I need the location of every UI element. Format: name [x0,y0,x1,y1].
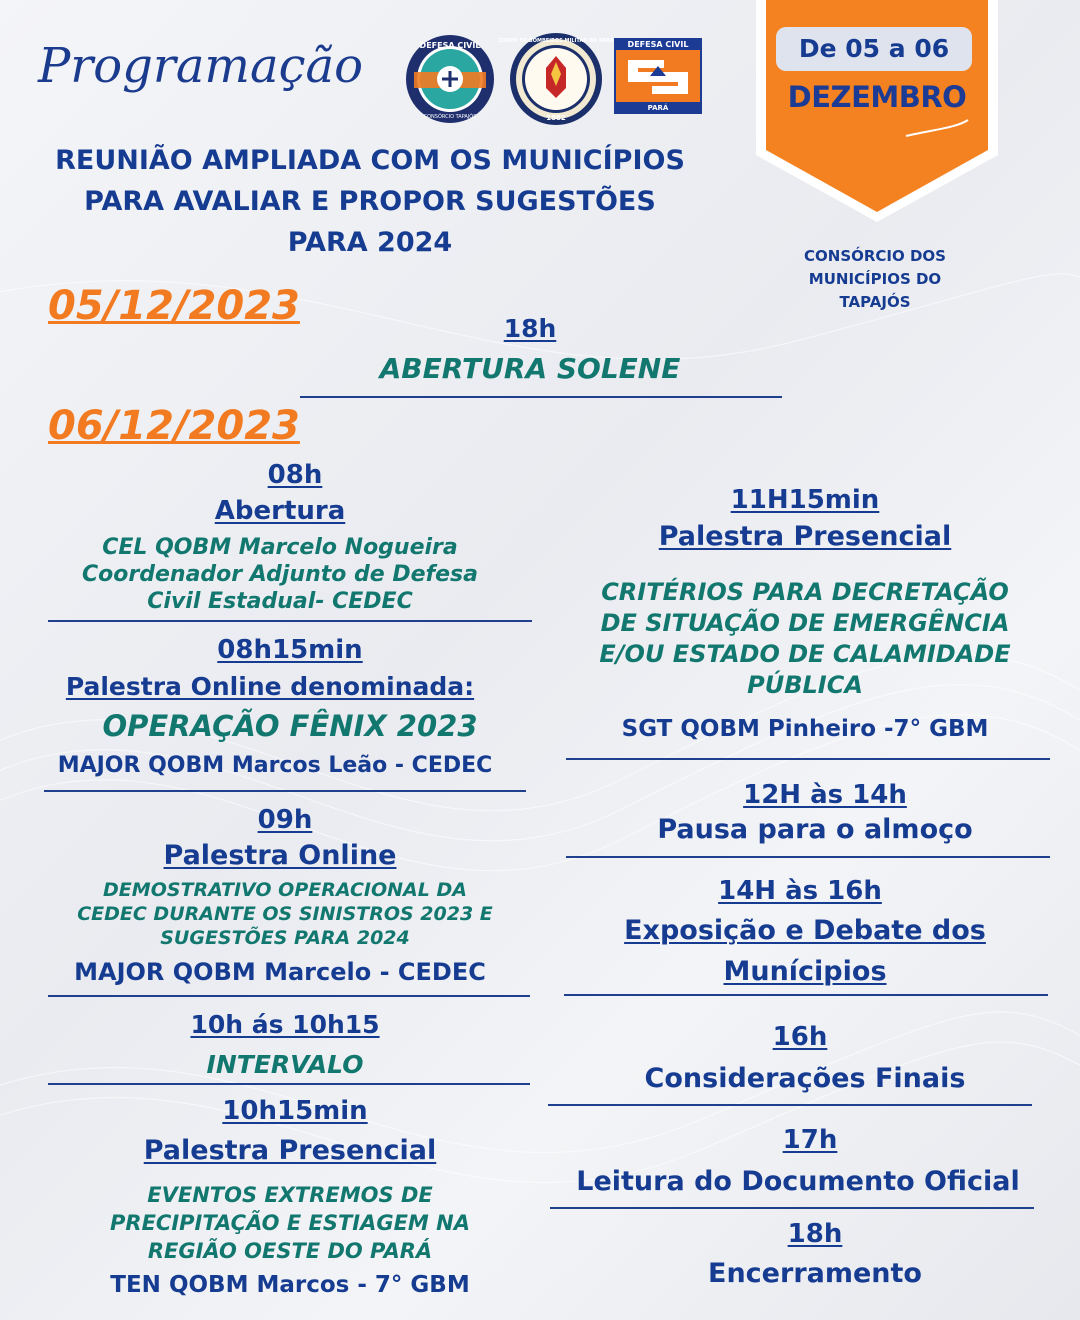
divider [564,994,1048,996]
topic-line: PÚBLICA [747,671,863,699]
divider [550,1207,1034,1209]
session-title: Considerações Finais [644,1063,966,1094]
topic-line: DEMOSTRATIVO OPERACIONAL DA [103,879,467,901]
session-topic [20,878,550,950]
logo2-ring-text: CORPO DE BOMBEIROS MILITAR DO PARÁ [498,38,614,44]
session-title: Palestra Presencial [143,1135,437,1166]
session-time: 12H às 14h [743,780,907,810]
speaker-line: Coordenador Adjunto de Defesa [82,562,478,587]
topic-line: PRECIPITAÇÃO E ESTIAGEM NA [110,1211,470,1235]
day1-event: ABERTURA SOLENE [379,352,681,385]
logo1-bottom-text: CONSÓRCIO TAPAJÓS [423,114,477,120]
session-time: 10h15min [222,1096,368,1126]
consorcio-line: MUNICÍPIOS DO [808,270,942,288]
divider [48,995,530,997]
divider [566,758,1050,760]
session-time: 18h [787,1219,843,1249]
divider [566,856,1050,858]
session-speaker [20,534,540,615]
event-subtitle [0,140,740,263]
session-time: 14H às 16h [718,876,882,906]
session-time: 09h [257,805,313,835]
day2-date: 06/12/2023 [48,403,300,449]
defesa-civil-para-logo [614,38,702,114]
divider [48,1083,530,1085]
divider [548,1104,1032,1106]
consorcio-label [770,245,980,314]
session-title: Leitura do Documento Oficial [576,1166,1020,1197]
defesa-civil-tapajos-logo [404,32,496,126]
title-line: Exposição e Debate dos [624,915,986,946]
session-speaker: MAJOR QOBM Marcelo - CEDEC [74,958,486,986]
logo3-bottom-text: PARÁ [647,104,669,112]
session-title: Palestra Presencial [658,521,952,552]
subtitle-line: PARA 2024 [287,227,453,258]
consorcio-line: TAPAJÓS [839,293,911,311]
session-title: Pausa para o almoço [657,814,973,845]
day1-time: 18h [503,314,557,343]
page-title: Programação [38,38,363,94]
session-time: 08h15min [217,635,363,665]
topic-line: DE SITUAÇÃO DE EMERGÊNCIA [600,609,1010,637]
logo3-top-text: DEFESA CIVIL [627,40,689,49]
logo1-top-text: DEFESA CIVIL [419,41,481,50]
consorcio-line: CONSÓRCIO DOS [804,247,946,265]
topic-line: EVENTOS EXTREMOS DE [147,1183,433,1207]
topic-line: REGIÃO OESTE DO PARÁ [147,1239,433,1263]
title-line: Munícipios [723,956,887,987]
session-speaker: SGT QOBM Pinheiro -7° GBM [621,716,989,742]
divider [44,790,526,792]
session-title: Abertura [214,496,346,526]
session-speaker: TEN QOBM Marcos - 7° GBM [110,1272,470,1298]
session-title: INTERVALO [206,1050,364,1079]
topic-line: CEDEC DURANTE OS SINISTROS 2023 E [77,903,493,925]
banner-dates: De 05 a 06 [776,27,972,71]
speaker-line: CEL QOBM Marcelo Nogueira [102,535,458,560]
topic-line: CRITÉRIOS PARA DECRETAÇÃO [601,578,1009,606]
divider [300,396,782,398]
session-time: 10h ás 10h15 [190,1010,380,1039]
divider [48,620,532,622]
subtitle-line: REUNIÃO AMPLIADA COM OS MUNICÍPIOS [55,145,685,176]
session-speaker: MAJOR QOBM Marcos Leão - CEDEC [57,753,493,778]
session-title [580,910,1030,992]
session-topic: OPERAÇÃO FÊNIX 2023 [102,709,478,743]
speaker-line: Civil Estadual- CEDEC [147,589,413,614]
session-title: Palestra Online [163,840,397,871]
session-time: 17h [782,1125,838,1155]
bombeiros-para-logo [498,30,614,128]
session-title: Palestra Online denominada: [65,672,475,701]
session-time: 11H15min [730,485,880,515]
session-topic [40,1181,540,1265]
session-topic [570,577,1040,701]
session-time: 16h [772,1022,828,1052]
topic-line: E/OU ESTADO DE CALAMIDADE [599,640,1011,668]
logo2-year-text: 1882 [546,114,566,122]
session-time: 08h [267,460,323,490]
subtitle-line: PARA AVALIAR E PROPOR SUGESTÕES [84,186,656,217]
session-title: Encerramento [708,1258,922,1289]
topic-line: SUGESTÕES PARA 2024 [160,927,410,949]
banner-month: DEZEMBRO [787,80,967,114]
day1-date: 05/12/2023 [48,283,300,329]
